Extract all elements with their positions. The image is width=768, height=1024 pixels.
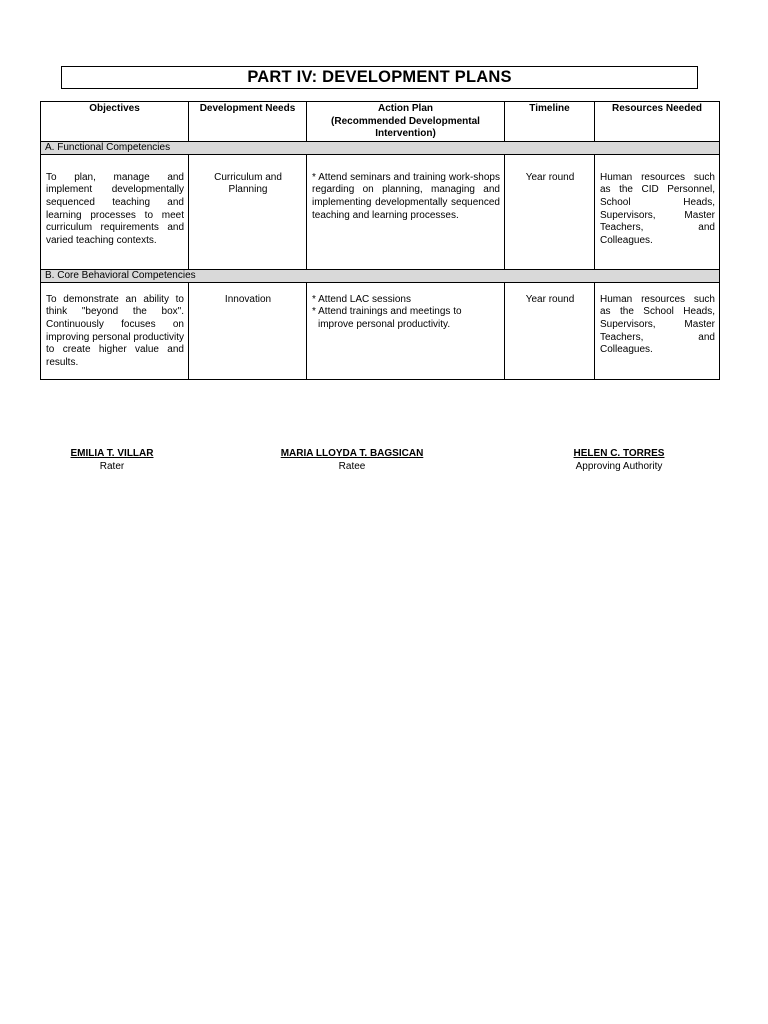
- development-need-cell: Innovation: [189, 282, 307, 379]
- action-item: * Attend LAC sessions: [312, 293, 411, 305]
- header-row: [41, 102, 720, 142]
- resources-cell: Human resources such as the School Heads, Supervisors, Master Teachers, and Colleagues.: [595, 282, 720, 379]
- section-row: [41, 269, 720, 282]
- action-item: * Attend trainings and meetings to: [312, 306, 462, 318]
- signature-approving-authority: [540, 447, 698, 473]
- signature-rater: [40, 447, 184, 473]
- section-label: A. Functional Competencies: [41, 141, 720, 154]
- resources-cell: Human resources such as the CID Personnel, School Heads, Supervisors, Master Teachers, and Colleagues.: [595, 154, 720, 269]
- signatory-name: HELEN C. TORRES: [573, 448, 665, 459]
- objective-cell: To demonstrate an ability to think "beyond the box". Continuously focuses on improving personal productivity to create higher value and results.: [41, 282, 189, 379]
- header-development-needs: Development Needs: [189, 102, 307, 142]
- action-item: * Attend seminars and training work-shops regarding on planning, managing and implementing developmentally sequenced teaching and learning processes.: [312, 171, 500, 221]
- timeline-cell: Year round: [505, 282, 595, 379]
- development-plan-table: [40, 101, 720, 380]
- page-title: PART IV: DEVELOPMENT PLANS: [61, 66, 698, 89]
- header-action-plan: [307, 102, 505, 142]
- header-resources: Resources Needed: [595, 102, 720, 142]
- header-action-plan-subtitle: (Recommended Developmental Intervention): [331, 115, 480, 140]
- timeline-cell: Year round: [505, 154, 595, 269]
- header-action-plan-title: Action Plan: [377, 103, 433, 114]
- table-row: [41, 154, 720, 269]
- header-timeline: Timeline: [505, 102, 595, 142]
- development-need-cell: Curriculum and Planning: [189, 154, 307, 269]
- action-plan-cell: [307, 154, 505, 269]
- signatory-role: Ratee: [338, 461, 366, 472]
- section-label: B. Core Behavioral Competencies: [41, 269, 720, 282]
- signatory-role: Rater: [99, 461, 125, 472]
- signature-ratee: [252, 447, 452, 473]
- signatory-role: Approving Authority: [575, 461, 663, 472]
- objective-cell: To plan, manage and implement developmentally sequenced teaching and learning processes to meet curriculum requirements and varied teaching contexts.: [41, 154, 189, 269]
- signatory-name: EMILIA T. VILLAR: [70, 448, 154, 459]
- section-row: [41, 141, 720, 154]
- signatory-name: MARIA LLOYDA T. BAGSICAN: [280, 448, 424, 459]
- table-row: [41, 282, 720, 379]
- action-item-continuation: improve personal productivity.: [318, 318, 451, 330]
- header-objectives: Objectives: [41, 102, 189, 142]
- action-plan-cell: [307, 282, 505, 379]
